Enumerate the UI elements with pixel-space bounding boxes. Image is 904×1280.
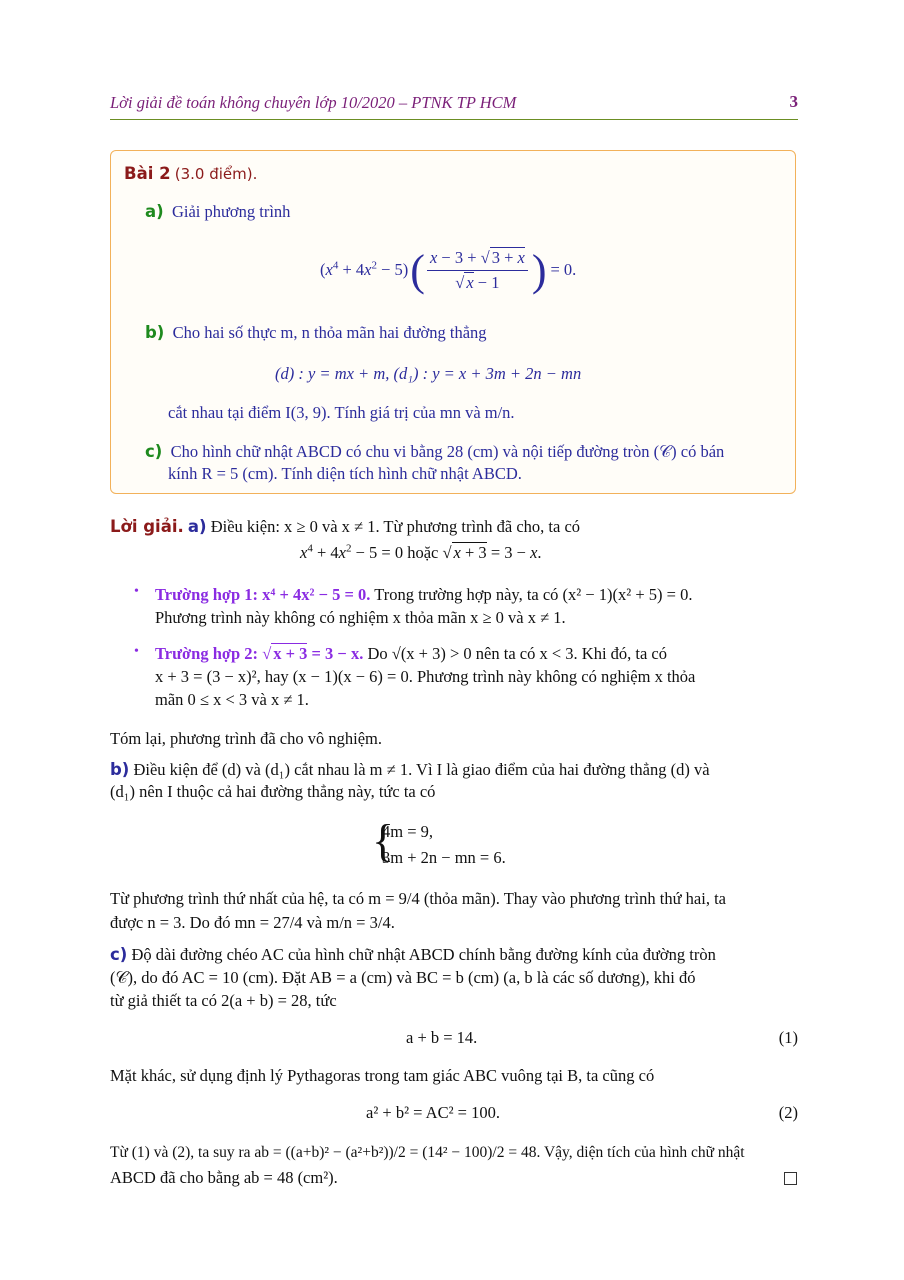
solution-a-label: a) xyxy=(187,517,207,536)
solution-a-intro xyxy=(110,517,580,537)
running-header-title: Lời giải đề toán không chuyên lớp 10/2020 – PTNK TP HCM xyxy=(110,93,517,112)
case2-title: Trường hợp 2: xyxy=(155,644,259,663)
bullet-case-1: • xyxy=(134,584,139,599)
solution-a-text: Điều kiện: x ≥ 0 và x ≠ 1. Từ phương trình đã cho, ta có xyxy=(210,517,581,536)
part-c-label: c) xyxy=(145,442,163,461)
solution-label: Lời giải. xyxy=(110,517,184,536)
part-a-text: Giải phương trình xyxy=(171,202,291,221)
qed-box xyxy=(784,1172,797,1185)
system-brace: { xyxy=(372,815,395,866)
solution-b-line1 xyxy=(110,760,710,780)
solution-b-line4: được n = 3. Do đó mn = 27/4 và m/n = 3/4. xyxy=(110,913,395,932)
part-b-equations: (d) : y = mx + m, (d₁) : y = x + 3m + 2n − mn xyxy=(275,364,582,383)
solution-b-line3: Từ phương trình thứ nhất của hệ, ta có m = 9/4 (thỏa mãn). Thay vào phương trình thứ hai, ta xyxy=(110,889,726,908)
solution-b-line2: (d₁) nên I thuộc cả hai đường thẳng này, tức ta có xyxy=(110,782,436,801)
part-c-line1: Cho hình chữ nhật ABCD có chu vi bằng 28 (cm) và nội tiếp đường tròn (𝒞) có bán xyxy=(170,442,725,461)
part-b-statement xyxy=(145,323,487,343)
case1-line2: Phương trình này không có nghiệm x thỏa mãn x ≥ 0 và x ≠ 1. xyxy=(155,608,566,627)
system-eq1: 4m = 9, xyxy=(382,822,434,841)
solution-a-summary: Tóm lại, phương trình đã cho vô nghiệm. xyxy=(110,729,383,748)
header-rule xyxy=(110,119,798,120)
part-c-line2: kính R = 5 (cm). Tính diện tích hình chữ nhật ABCD. xyxy=(168,464,522,483)
system-eq2: 3m + 2n − mn = 6. xyxy=(382,848,506,867)
equation-a: $(x^4 + 4x^2 - 5)$ ( x − 3 + √ 3 + x √ x − 1 ) = 0. xyxy=(320,245,577,295)
solution-b-text1: Điều kiện để (d) và (d₁) cắt nhau là m ≠ 1. Vì I là giao điểm của hai đường thẳng (d) và xyxy=(133,760,710,779)
solution-b-label: b) xyxy=(110,760,130,779)
solution-c-line1 xyxy=(110,945,716,965)
solution-a-split-equation: $x^4 + 4x^2 - 5 = 0$ hoặc √ x + 3 = 3 − x. xyxy=(300,542,542,562)
equation-1-number: (1) xyxy=(778,1028,798,1047)
equation-2: a² + b² = AC² = 100. xyxy=(366,1103,500,1122)
problem-heading xyxy=(124,164,257,184)
solution-c-line6: ABCD đã cho bằng ab = 48 (cm²). xyxy=(110,1168,338,1187)
part-b-text: Cho hai số thực m, n thỏa mãn hai đường thẳng xyxy=(172,323,487,342)
case1-text: Trong trường hợp này, ta có (x² − 1)(x² + 5) = 0. xyxy=(374,585,693,604)
solution-c-line2: (𝒞), do đó AC = 10 (cm). Đặt AB = a (cm) và BC = b (cm) (a, b là các số dương), khi đó xyxy=(110,968,696,987)
equation-1: a + b = 14. xyxy=(406,1028,478,1047)
problem-title: Bài 2 xyxy=(124,164,171,183)
page-number: 3 xyxy=(789,92,798,111)
bullet-case-2: • xyxy=(134,644,139,659)
case2-line1: Trường hợp 2: √ x + 3 = 3 − x. Do √(x + 3) > 0 nên ta có x < 3. Khi đó, ta có xyxy=(155,644,668,663)
case1-title: Trường hợp 1: x⁴ + 4x² − 5 = 0. xyxy=(155,585,371,604)
part-c-statement xyxy=(145,442,724,462)
solution-c-line5: Từ (1) và (2), ta suy ra ab = ((a+b)² − (a²+b²))/2 = (14² − 100)/2 = 48. Vậy, diện tích của hình chữ nhật xyxy=(110,1144,745,1161)
solution-c-label: c) xyxy=(110,945,128,964)
case2-text: Do √(x + 3) > 0 nên ta có x < 3. Khi đó, ta có xyxy=(367,644,668,663)
part-b-text2: cắt nhau tại điểm I(3, 9). Tính giá trị của mn và m/n. xyxy=(168,403,515,422)
solution-c-text1: Độ dài đường chéo AC của hình chữ nhật ABCD chính bằng đường kính của đường tròn xyxy=(131,945,716,964)
case2-line2: x + 3 = (3 − x)², hay (x − 1)(x − 6) = 0. Phương trình này không có nghiệm x thỏa xyxy=(155,667,696,686)
part-a-statement xyxy=(145,202,290,222)
case2-line3: mãn 0 ≤ x < 3 và x ≠ 1. xyxy=(155,690,309,709)
problem-points: (3.0 điểm). xyxy=(174,165,258,183)
solution-c-line4: Mặt khác, sử dụng định lý Pythagoras trong tam giác ABC vuông tại B, ta cũng có xyxy=(110,1066,655,1085)
equation-2-number: (2) xyxy=(778,1103,798,1122)
part-a-label: a) xyxy=(145,202,164,221)
part-b-label: b) xyxy=(145,323,165,342)
case1-line1 xyxy=(155,585,692,605)
solution-c-line3: từ giả thiết ta có 2(a + b) = 28, tức xyxy=(110,991,337,1010)
